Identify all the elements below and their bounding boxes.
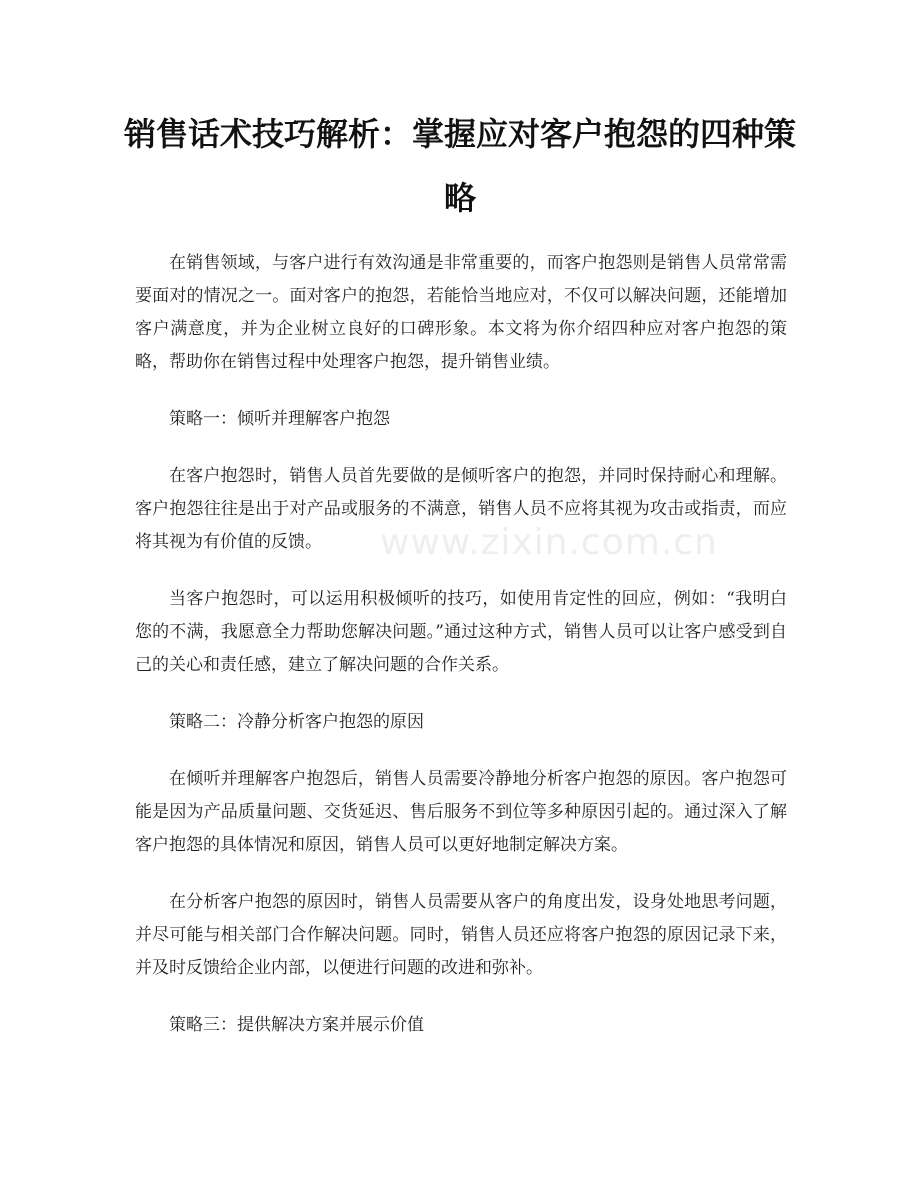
strategy-two-paragraph-1: 在倾听并理解客户抱怨后，销售人员需要冷静地分析客户抱怨的原因。客户抱怨可能是因为产品质量问题、交货延迟、售后服务不到位等多种原因引起的。通过深入了解客户抱怨的具体情况和原因，销售人员可以更好地制定解决方案。 (135, 769, 787, 855)
strategy-two-paragraph-2: 在分析客户抱怨的原因时，销售人员需要从客户的角度出发，设身处地思考问题，并尽可能与相关部门合作解决问题。同时，销售人员还应将客户抱怨的原因记录下来，并及时反馈给企业内部，以便进行问题的改进和弥补。 (135, 892, 787, 978)
strategy-two-heading: 策略二：冷静分析客户抱怨的原因 (169, 712, 424, 732)
document-body (135, 247, 787, 1066)
watermark-text: www.zixin.com.cn (380, 522, 718, 563)
strategy-one-paragraph-1: 在客户抱怨时，销售人员首先要做的是倾听客户的抱怨，并同时保持耐心和理解。客户抱怨往往是出于对产品或服务的不满意，销售人员不应将其视为攻击或指责，而应将其视为有价值的反馈。 (135, 466, 787, 552)
document-title: 销售话术技巧解析：掌握应对客户抱怨的四种策略 (123, 115, 796, 217)
strategy-one-heading: 策略一：倾听并理解客户抱怨 (169, 409, 390, 429)
strategy-three-heading: 策略三：提供解决方案并展示价值 (169, 1015, 424, 1035)
strategy-one-paragraph-2: 当客户抱怨时，可以运用积极倾听的技巧，如使用肯定性的回应，例如：“我明白您的不满，我愿意全力帮助您解决问题。”通过这种方式，销售人员可以让客户感受到自己的关心和责任感，建立了解决问题的合作关系。 (135, 589, 787, 675)
intro-paragraph: 在销售领域，与客户进行有效沟通是非常重要的，而客户抱怨则是销售人员常常需要面对的情况之一。面对客户的抱怨，若能恰当地应对，不仅可以解决问题，还能增加客户满意度，并为企业树立良好的口碑形象。本文将为你介绍四种应对客户抱怨的策略，帮助你在销售过程中处理客户抱怨，提升销售业绩。 (135, 253, 787, 372)
